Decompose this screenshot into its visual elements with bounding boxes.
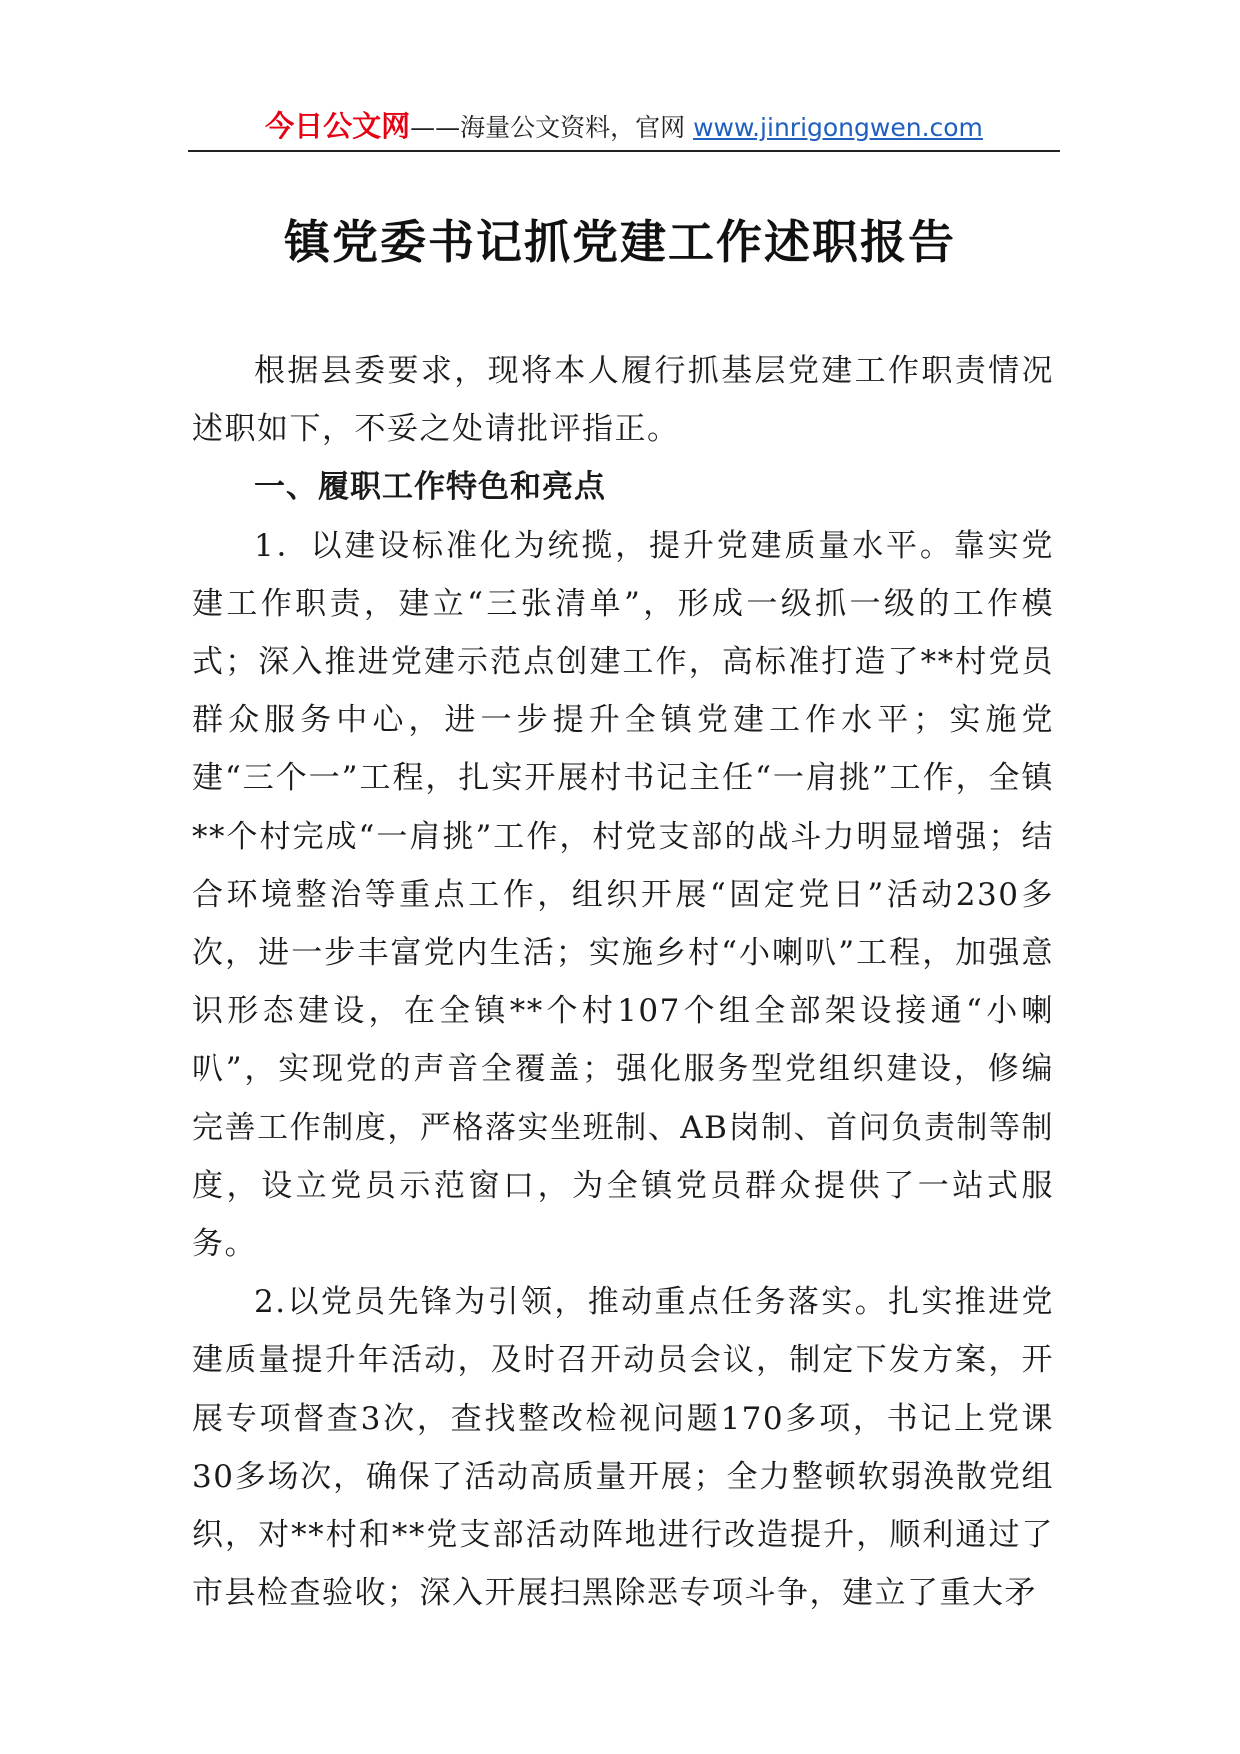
paragraph-2: 2.以党员先锋为引领，推动重点任务落实。扎实推进党建质量提升年活动，及时召开动员会议，制定下发方案，开展专项督查3次，查找整改检视问题170多项，书记上党课30多场次，确保了活动高质量开展；全力整顿软弱涣散党组织，对**村和**党支部活动阵地进行改造提升，顺利通过了市县检查验收；深入开展扫黑除恶专项斗争，建立了重大矛	[192, 1284, 1054, 1612]
paragraph-1: 1．以建设标准化为统揽，提升党建质量水平。靠实党建工作职责，建立“三张清单”，形成一级抓一级的工作模式；深入推进党建示范点创建工作，高标准打造了**村党员群众服务中心，进一步提升全镇党建工作水平；实施党建“三个一”工程，扎实开展村书记主任“一肩挑”工作，全镇**个村完成“一肩挑”工作，村党支部的战斗力明显增强；结合环境整治等重点工作，组织开展“固定党日”活动230多次，进一步丰富党内生活；实施乡村“小喇叭”工程，加强意识形态建设，在全镇**个村107个组全部架设接通“小喇叭”，实现党的声音全覆盖；强化服务型党组织建设，修编完善工作制度，严格落实坐班制、AB岗制、首问负责制等制度，设立党员示范窗口，为全镇党员群众提供了一站式服务。	[192, 527, 1054, 1263]
document-title: 镇党委书记抓党建工作述职报告	[284, 215, 956, 269]
site-tagline: ——海量公文资料，官网	[410, 113, 694, 142]
site-url-link[interactable]: www.jinrigongwen.com	[693, 113, 983, 142]
intro-paragraph: 根据县委要求，现将本人履行抓基层党建工作职责情况述职如下，不妥之处请批评指正。	[192, 353, 1054, 448]
document-body	[192, 342, 1054, 1622]
site-brand: 今日公文网	[265, 109, 411, 143]
site-header	[188, 104, 1060, 152]
section-heading-1: 一、履职工作特色和亮点	[254, 469, 606, 506]
